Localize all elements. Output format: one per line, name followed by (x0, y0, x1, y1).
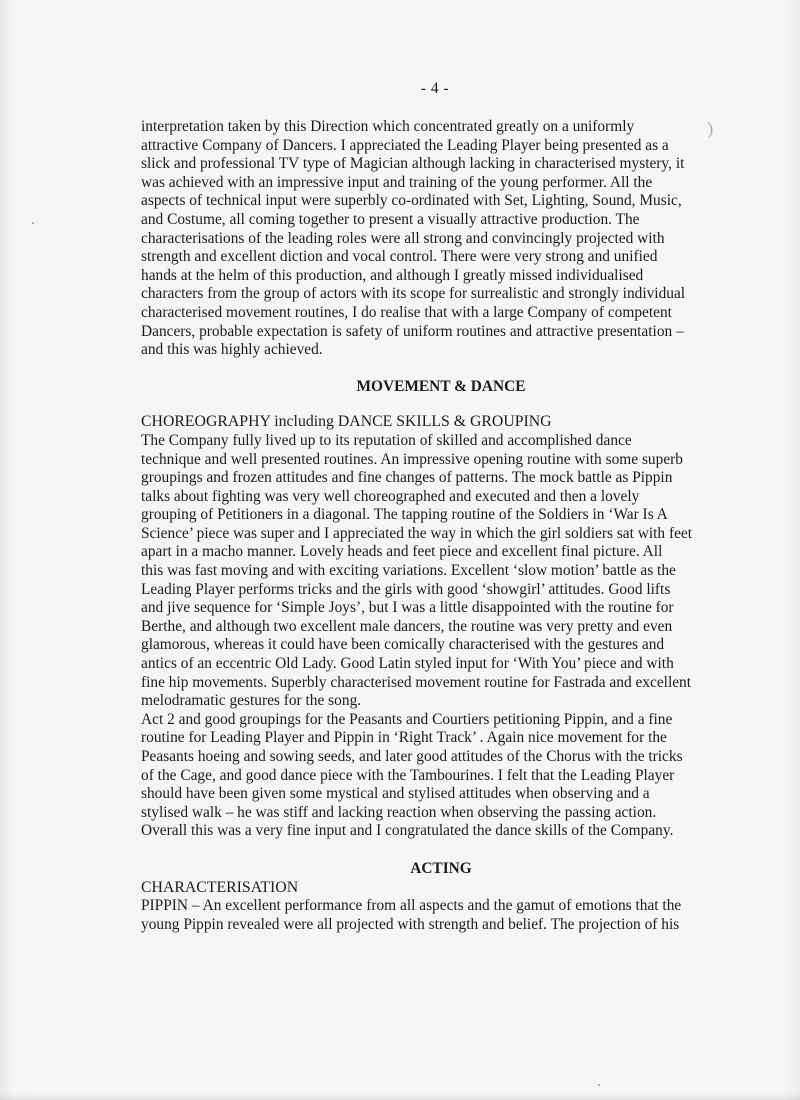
text-line: and Costume, all coming together to present a visually attractive production. The (141, 210, 640, 228)
text-line: was achieved with an impressive input and training of the young performer. All the (141, 173, 653, 191)
text-line: hands at the helm of this production, and although I greatly missed individualised (141, 266, 644, 284)
text-line: of the Cage, and good dance piece with the Tambourines. I felt that the Leading Player (141, 766, 675, 784)
text-line: grouping of Petitioners in a diagonal. The tapping routine of the Soldiers in ‘War Is A (141, 506, 668, 524)
intro-paragraph (141, 118, 721, 360)
scan-speck (598, 1084, 600, 1086)
text-line: PIPPIN – An excellent performance from all aspects and the gamut of emotions that the (141, 897, 682, 915)
text-line: Act 2 and good groupings for the Peasants and Courtiers petitioning Pippin, and a fine (141, 710, 673, 728)
text-line: antics of an eccentric Old Lady. Good Latin styled input for ‘With You’ piece and with (141, 655, 674, 673)
text-line: stylised walk – he was stiff and lacking reaction when observing the passing action. (141, 803, 657, 821)
acting-section (141, 879, 721, 935)
section-heading-acting: ACTING (410, 859, 472, 877)
text-line: interpretation taken by this Direction which concentrated greatly on a uniformly (141, 118, 635, 135)
text-line: slick and professional TV type of Magician although lacking in characterised mystery, it (141, 155, 685, 173)
text-line: Overall this was a very fine input and I congratulated the dance skills of the Company. (141, 822, 674, 840)
text-line: Berthe, and although two excellent male dancers, the routine was very pretty and even (141, 617, 673, 635)
text-line: young Pippin revealed were all projected with strength and belief. The projection of his (141, 915, 680, 933)
text-line: characters from the group of actors with its scope for surrealistic and strongly individual (141, 285, 686, 303)
text-line: should have been given some mystical and stylised attitudes when observing and a (141, 785, 650, 803)
movement-dance-section (141, 413, 721, 841)
text-line: Science’ piece was super and I appreciated the way in which the girl soldiers sat with feet (141, 524, 693, 542)
text-line: this was fast moving and with exciting variations. Excellent ‘slow motion’ battle as the (141, 562, 676, 580)
text-line: fine hip movements. Superbly characterised movement routine for Fastrada and excellent (141, 673, 692, 691)
text-line: routine for Leading Player and Pippin in ‘Right Track’ . Again nice movement for the (141, 729, 667, 747)
scan-edge-shadow (0, 1094, 800, 1100)
text-line: talks about fighting was very well choreographed and executed and then a lovely (141, 487, 640, 505)
page-number: - 4 - (420, 80, 450, 97)
text-line: attractive Company of Dancers. I appreciated the Leading Player being presented as a (141, 136, 669, 154)
document-body (141, 118, 721, 934)
text-line: and jive sequence for ‘Simple Joys’, but I was a little disappointed with the routine for (141, 599, 674, 617)
section-heading-movement-dance: MOVEMENT & DANCE (356, 377, 526, 395)
text-line: The Company fully lived up to its reputation of skilled and accomplished dance (141, 431, 632, 449)
text-line: Leading Player performs tricks and the girls with good ‘showgirl’ attitudes. Good lifts (141, 580, 671, 598)
stray-pen-mark: ) (705, 117, 714, 139)
text-line: strength and excellent diction and vocal control. There were very strong and unified (141, 248, 658, 266)
subheading-characterisation: CHARACTERISATION (141, 878, 299, 896)
text-line: glamorous, whereas it could have been comically characterised with the gestures and (141, 636, 665, 654)
text-line: apart in a macho manner. Lovely heads and feet piece and excellent final picture. All (141, 543, 663, 561)
text-line: Dancers, probable expectation is safety of uniform routines and attractive presentation – (141, 322, 684, 340)
text-line: groupings and frozen attitudes and fine changes of patterns. The mock battle as Pippin (141, 469, 673, 487)
text-line: Peasants hoeing and sowing seeds, and later good attitudes of the Chorus with the tricks (141, 748, 683, 765)
text-line: melodramatic gestures for the song. (141, 692, 362, 710)
text-line: aspects of technical input were superbly co-ordinated with Set, Lighting, Sound, Music, (141, 192, 682, 210)
text-line: and this was highly achieved. (141, 341, 323, 359)
text-line: characterisations of the leading roles were all strong and convincingly projected with (141, 229, 665, 247)
text-line: technique and well presented routines. An impressive opening routine with some superb (141, 450, 683, 468)
scan-speck (32, 222, 34, 224)
text-line: characterised movement routines, I do realise that with a large Company of competent (141, 303, 672, 321)
subheading-choreography: CHOREOGRAPHY including DANCE SKILLS & GROUPING (141, 413, 552, 431)
